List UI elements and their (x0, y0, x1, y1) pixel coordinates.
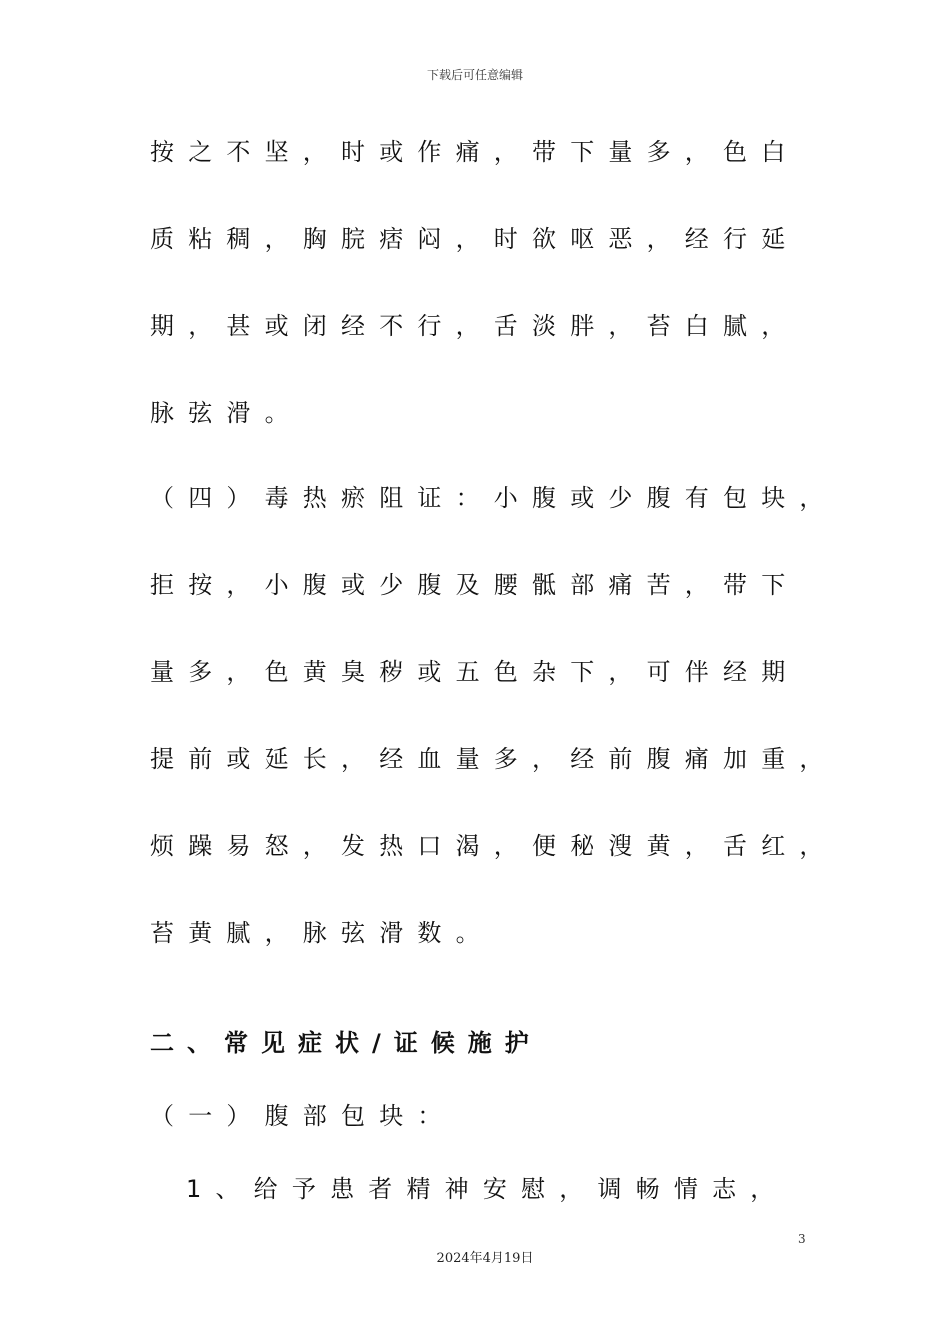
section-heading: 二、常见症状/证候施护 (150, 1029, 542, 1057)
paragraph-line: 苔黄腻，脉弦滑数。 (150, 919, 494, 947)
paragraph-line: 期，甚或闭经不行，舌淡胖，苔白腻， (150, 312, 800, 340)
paragraph-line: 量多，色黄臭秽或五色杂下，可伴经期 (150, 658, 800, 686)
paragraph-line: 提前或延长，经血量多，经前腹痛加重， (150, 745, 838, 773)
paragraph-line: 按之不坚，时或作痛，带下量多，色白 (150, 138, 800, 166)
paragraph-line: 质粘稠，胸脘痞闷，时欲呕恶，经行延 (150, 225, 800, 253)
paragraph-line: （四）毒热瘀阻证：小腹或少腹有包块， (150, 484, 838, 512)
list-item: 1、给予患者精神安慰，调畅情志， (186, 1175, 789, 1203)
paragraph-line: 脉弦滑。 (150, 399, 303, 427)
subsection-heading: （一）腹部包块： (150, 1102, 456, 1130)
page-footer-date: 2024年4月19日 (436, 1251, 534, 1266)
page-header: 下载后可任意编辑 (426, 68, 523, 82)
paragraph-line: 拒按，小腹或少腹及腰骶部痛苦，带下 (150, 571, 800, 599)
page-number: 3 (798, 1232, 806, 1246)
paragraph-line: 烦躁易怒，发热口渴，便秘溲黄，舌红， (150, 832, 838, 860)
